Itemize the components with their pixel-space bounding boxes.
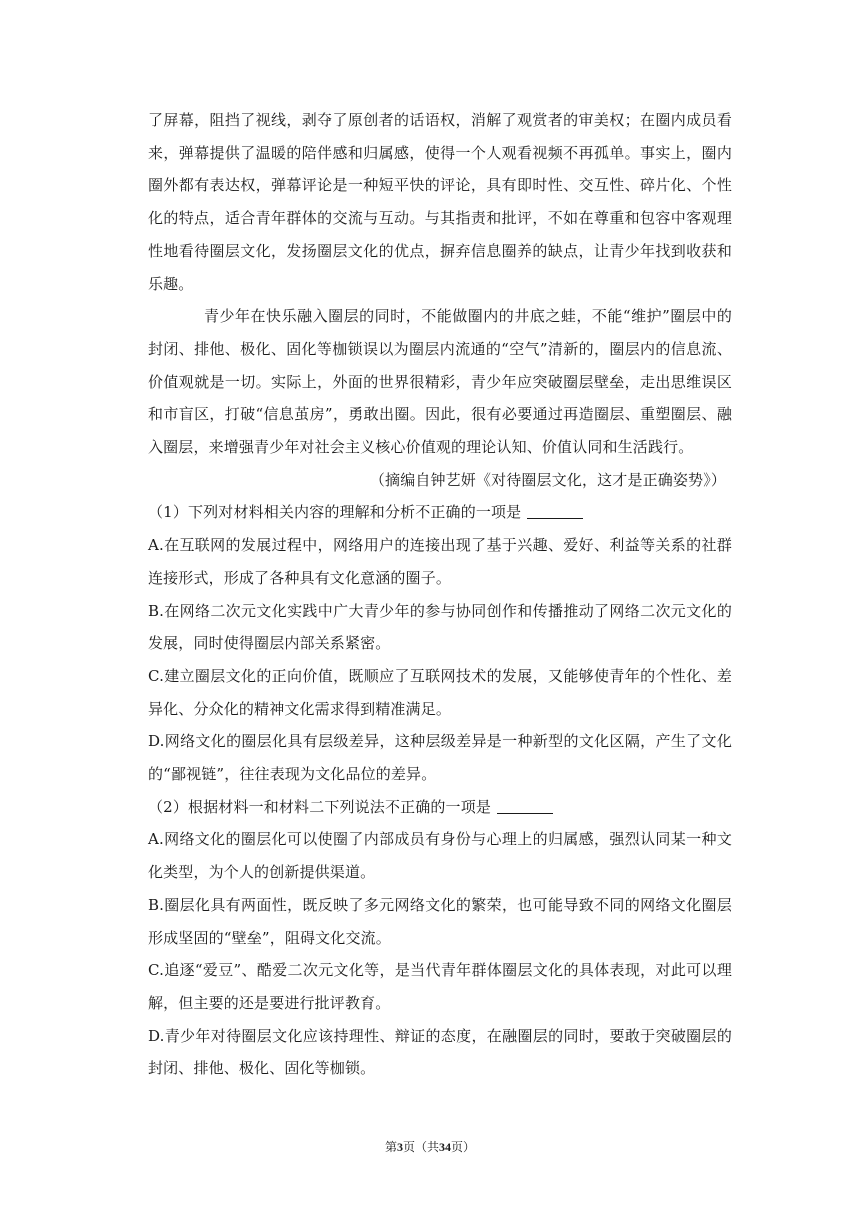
question-2-stem-text: （2）根据材料一和材料二下列说法不正确的一项是 bbox=[148, 797, 491, 816]
question-1-option-b: B.在网络二次元文化实践中广大青少年的参与协同创作和传播推动了网络二次元文化的发展，同时使得圈层内部关系紧密。 bbox=[148, 601, 732, 653]
answer-blank-2 bbox=[497, 799, 553, 814]
passage-paragraph-2: 青少年在快乐融入圈层的同时，不能做圈内的井底之蛙，不能“维护”圈层中的封闭、排他、极化、固化等枷锁误以为圈层内流通的“空气”清新的，圈层内的信息流、价值观就是一切。实际上，外面的世界很精彩，青少年应突破圈层壁垒，走出思维误区和市盲区，打破“信息茧房”，勇敢出圈。因此，很有必要通过再造圈层、重塑圈层、融入圈层，来增强青少年对社会主义核心价值观的理论认知、价值认同和生活践行。 bbox=[148, 307, 732, 457]
passage-paragraph-1: 了屏幕，阻挡了视线，剥夺了原创者的话语权，消解了观赏者的审美权；在圈内成员看来，弹幕提供了温暖的陪伴感和归属感，使得一个人观看视频不再孤单。事实上，圈内圈外都有表达权，弹幕评论是一种短平快的评论，具有即时性、交互性、碎片化、个性化的特点，适合青年群体的交流与互动。与其指责和批评，不如在尊重和包容中客观理性地看待圈层文化，发扬圈层文化的优点，摒弃信息圈养的缺点，让青少年找到收获和乐趣。 bbox=[148, 111, 732, 293]
question-2-stem bbox=[148, 791, 732, 824]
footer-suffix: 页） bbox=[451, 1140, 476, 1154]
question-1-option-c: C.建立圈层文化的正向价值，既顺应了互联网技术的发展，又能够使青年的个性化、差异化、分众化的精神文化需求得到精准满足。 bbox=[148, 666, 732, 718]
question-1-stem-text: （1）下列对材料相关内容的理解和分析不正确的一项是 bbox=[148, 503, 522, 522]
question-2-option-d: D.青少年对待圈层文化应该持理性、辩证的态度，在融圈层的同时，要敢于突破圈层的封闭、排他、极化、固化等枷锁。 bbox=[148, 1026, 732, 1078]
footer-page-number: 3 bbox=[396, 1140, 403, 1154]
document-body bbox=[148, 104, 732, 1085]
answer-blank-1 bbox=[527, 504, 583, 519]
question-1-option-a: A.在互联网的发展过程中，网络用户的连接出现了基于兴趣、爱好、利益等关系的社群连接形式，形成了各种具有文化意涵的圈子。 bbox=[148, 536, 732, 587]
question-2-option-a: A.网络文化的圈层化可以使圈了内部成员有身份与心理上的归属感，强烈认同某一种文化类型，为个人的创新提供渠道。 bbox=[148, 830, 732, 882]
footer-prefix: 第 bbox=[384, 1140, 397, 1154]
passage-source: （摘编自钟艺妍《对待圈层文化，这才是正确姿势》） bbox=[369, 470, 726, 489]
question-2-option-c: C.追逐“爱豆”、酷爱二次元文化等，是当代青年群体圈层文化的具体表现，对此可以理解，但主要的还是要进行批评教育。 bbox=[148, 961, 732, 1012]
footer-middle: 页（共 bbox=[402, 1140, 439, 1154]
question-1-option-d: D.网络文化的圈层化具有层级差异，这种层级差异是一种新型的文化区隔，产生了文化的“鄙视链”，往往表现为文化品位的差异。 bbox=[148, 732, 732, 784]
question-2-option-b: B.圈层化具有两面性，既反映了多元网络文化的繁荣，也可能导致不同的网络文化圈层形成坚固的“壁垒”，阻碍文化交流。 bbox=[148, 895, 732, 947]
page-footer bbox=[0, 1138, 860, 1155]
question-1-stem bbox=[148, 496, 732, 529]
footer-total-pages: 34 bbox=[439, 1140, 451, 1154]
